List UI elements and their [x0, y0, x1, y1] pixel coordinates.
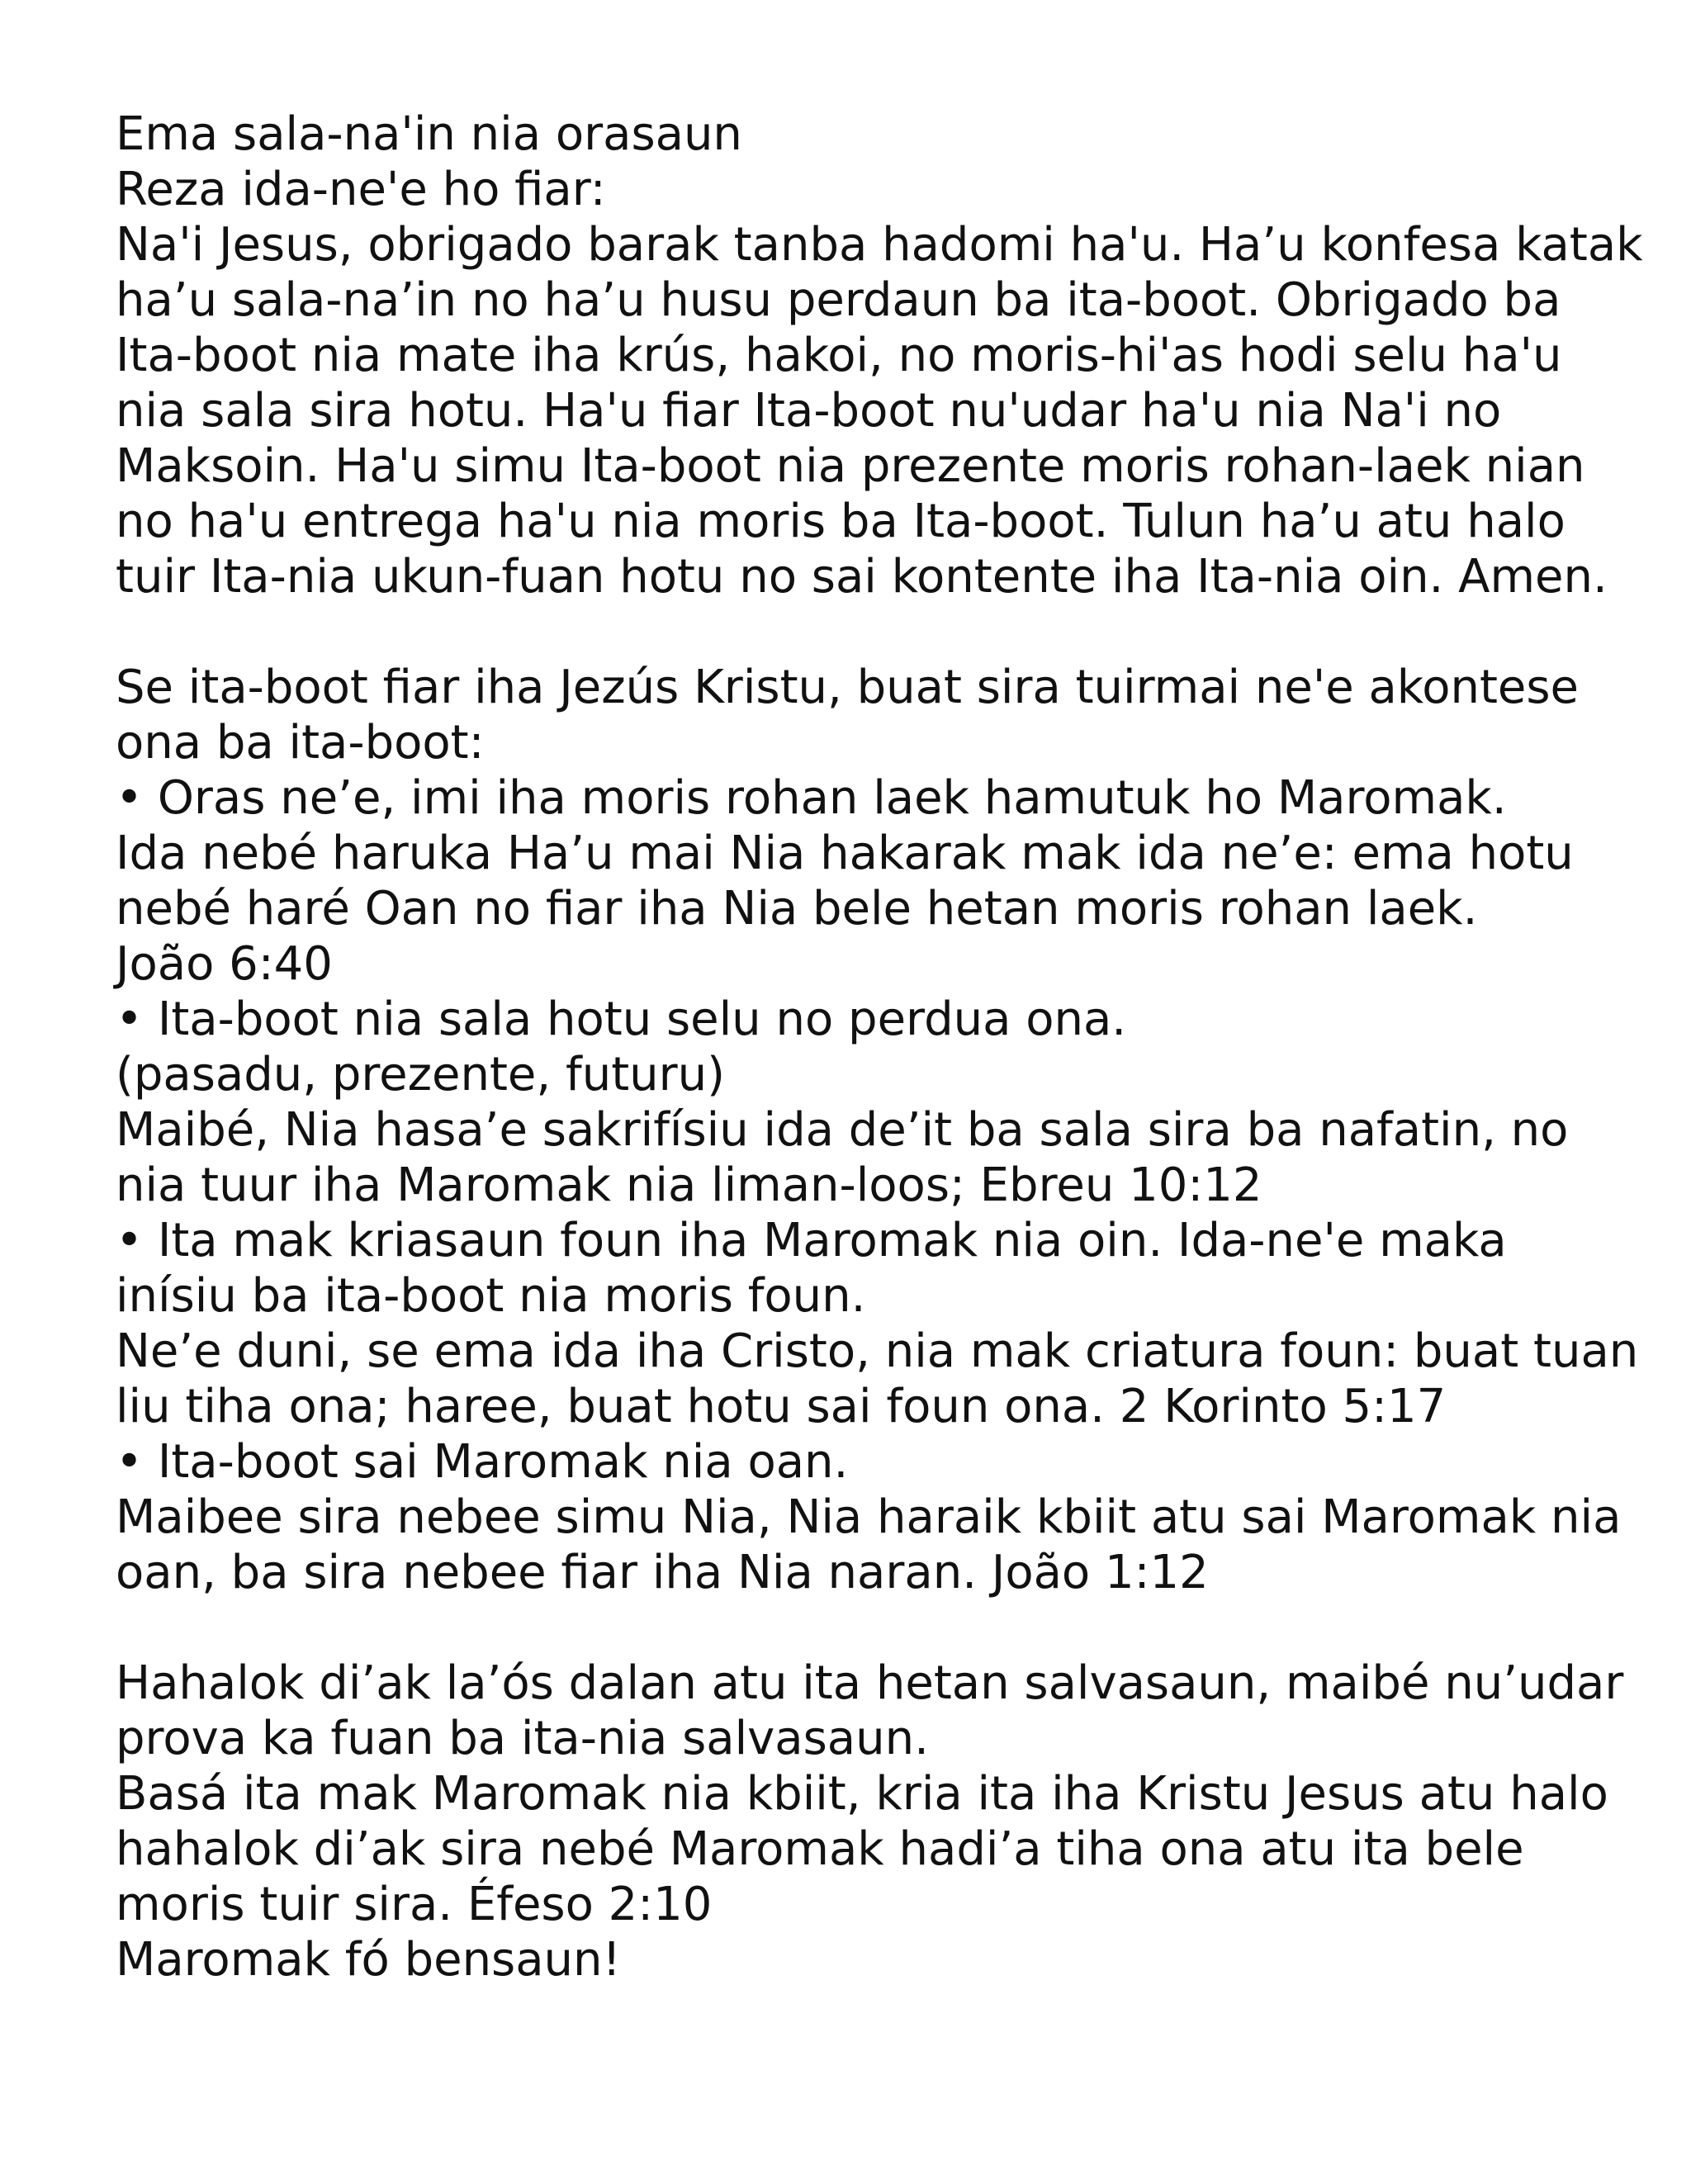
results-section [116, 660, 1651, 1600]
prayer-text-line: Maksoin. Ha'u simu Ita-boot nia prezente moris rohan-laek nian [116, 439, 1585, 493]
results-intro-line: Se ita-boot fiar iha Jezús Kristu, buat sira tuirmai ne'e akontese [116, 661, 1580, 714]
prayer-text-line: tuir Ita-nia ukun-fuan hotu no sai kontente iha Ita-nia oin. Amen. [116, 550, 1608, 604]
prayer-instruction: Reza ida-ne'e ho fiar: [116, 163, 606, 216]
prayer-text-line: nia sala sira hotu. Ha'u fiar Ita-boot nu'udar ha'u nia Na'i no [116, 384, 1502, 438]
scripture-quote-line: hahalok di’ak sira nebé Maromak hadi’a tiha ona atu ita bele [116, 1822, 1524, 1876]
prayer-text-line: ha’u sala-na’in no ha’u husu perdaun ba ita-boot. Obrigado ba [116, 273, 1561, 327]
prayer-text-line: no ha'u entrega ha'u nia moris ba Ita-boot. Tulun ha’u atu halo [116, 495, 1565, 548]
bullet-item: • Oras ne’e, imi iha moris rohan laek hamutuk ho Maromak. [116, 771, 1507, 825]
scripture-quote-line: Ne’e duni, se ema ida iha Cristo, nia mak criatura foun: buat tuan [116, 1324, 1639, 1378]
scripture-quote-line: oan, ba sira nebee fiar iha Nia naran. João 1:12 [116, 1546, 1209, 1599]
scripture-quote-line: Maibee sira nebee simu Nia, Nia haraik kbiit atu sai Maromak nia [116, 1490, 1622, 1544]
prayer-section [116, 107, 1651, 604]
prayer-text-line: Na'i Jesus, obrigado barak tanba hadomi ha'u. Ha’u konfesa katak [116, 218, 1643, 272]
closing-section [116, 1656, 1651, 1987]
scripture-quote-line: nia tuur iha Maromak nia liman-loos; Ebreu 10:12 [116, 1158, 1262, 1212]
bullet-item: • Ita-boot nia sala hotu selu no perdua ona. [116, 993, 1127, 1046]
scripture-quote-line: Basá ita mak Maromak nia kbiit, kria ita iha Kristu Jesus atu halo [116, 1767, 1608, 1821]
bullet-item: • Ita-boot sai Maromak nia oan. [116, 1435, 849, 1489]
scripture-quote-line: Ida nebé haruka Ha’u mai Nia hakarak mak ida ne’e: ema hotu [116, 827, 1574, 880]
bullet-note: (pasadu, prezente, futuru) [116, 1048, 726, 1101]
prayer-title: Ema sala-na'in nia orasaun [116, 107, 742, 161]
closing-text-line: prova ka fuan ba ita-nia salvasaun. [116, 1712, 929, 1765]
results-intro-line: ona ba ita-boot: [116, 716, 485, 770]
paragraph-spacer [116, 1600, 1651, 1656]
document-page [116, 107, 1651, 1987]
paragraph-spacer [116, 604, 1651, 660]
scripture-quote-line: Maibé, Nia hasa’e sakrifísiu ida de’it ba sala sira ba nafatin, no [116, 1103, 1569, 1157]
blessing-line: Maromak fó bensaun! [116, 1933, 621, 1987]
prayer-text-line: Ita-boot nia mate iha krús, hakoi, no moris-hi'as hodi selu ha'u [116, 329, 1562, 382]
closing-text-line: Hahalok di’ak la’ós dalan atu ita hetan salvasaun, maibé nu’udar [116, 1656, 1624, 1710]
bullet-item-continuation: inísiu ba ita-boot nia moris foun. [116, 1269, 866, 1323]
scripture-quote-line: moris tuir sira. Éfeso 2:10 [116, 1878, 713, 1931]
scripture-quote-line: liu tiha ona; haree, buat hotu sai foun ona. 2 Korinto 5:17 [116, 1380, 1447, 1433]
scripture-reference: João 6:40 [116, 937, 333, 991]
scripture-quote-line: nebé haré Oan no fiar iha Nia bele hetan moris rohan laek. [116, 882, 1478, 936]
bullet-item: • Ita mak kriasaun foun iha Maromak nia oin. Ida-ne'e maka [116, 1214, 1507, 1267]
